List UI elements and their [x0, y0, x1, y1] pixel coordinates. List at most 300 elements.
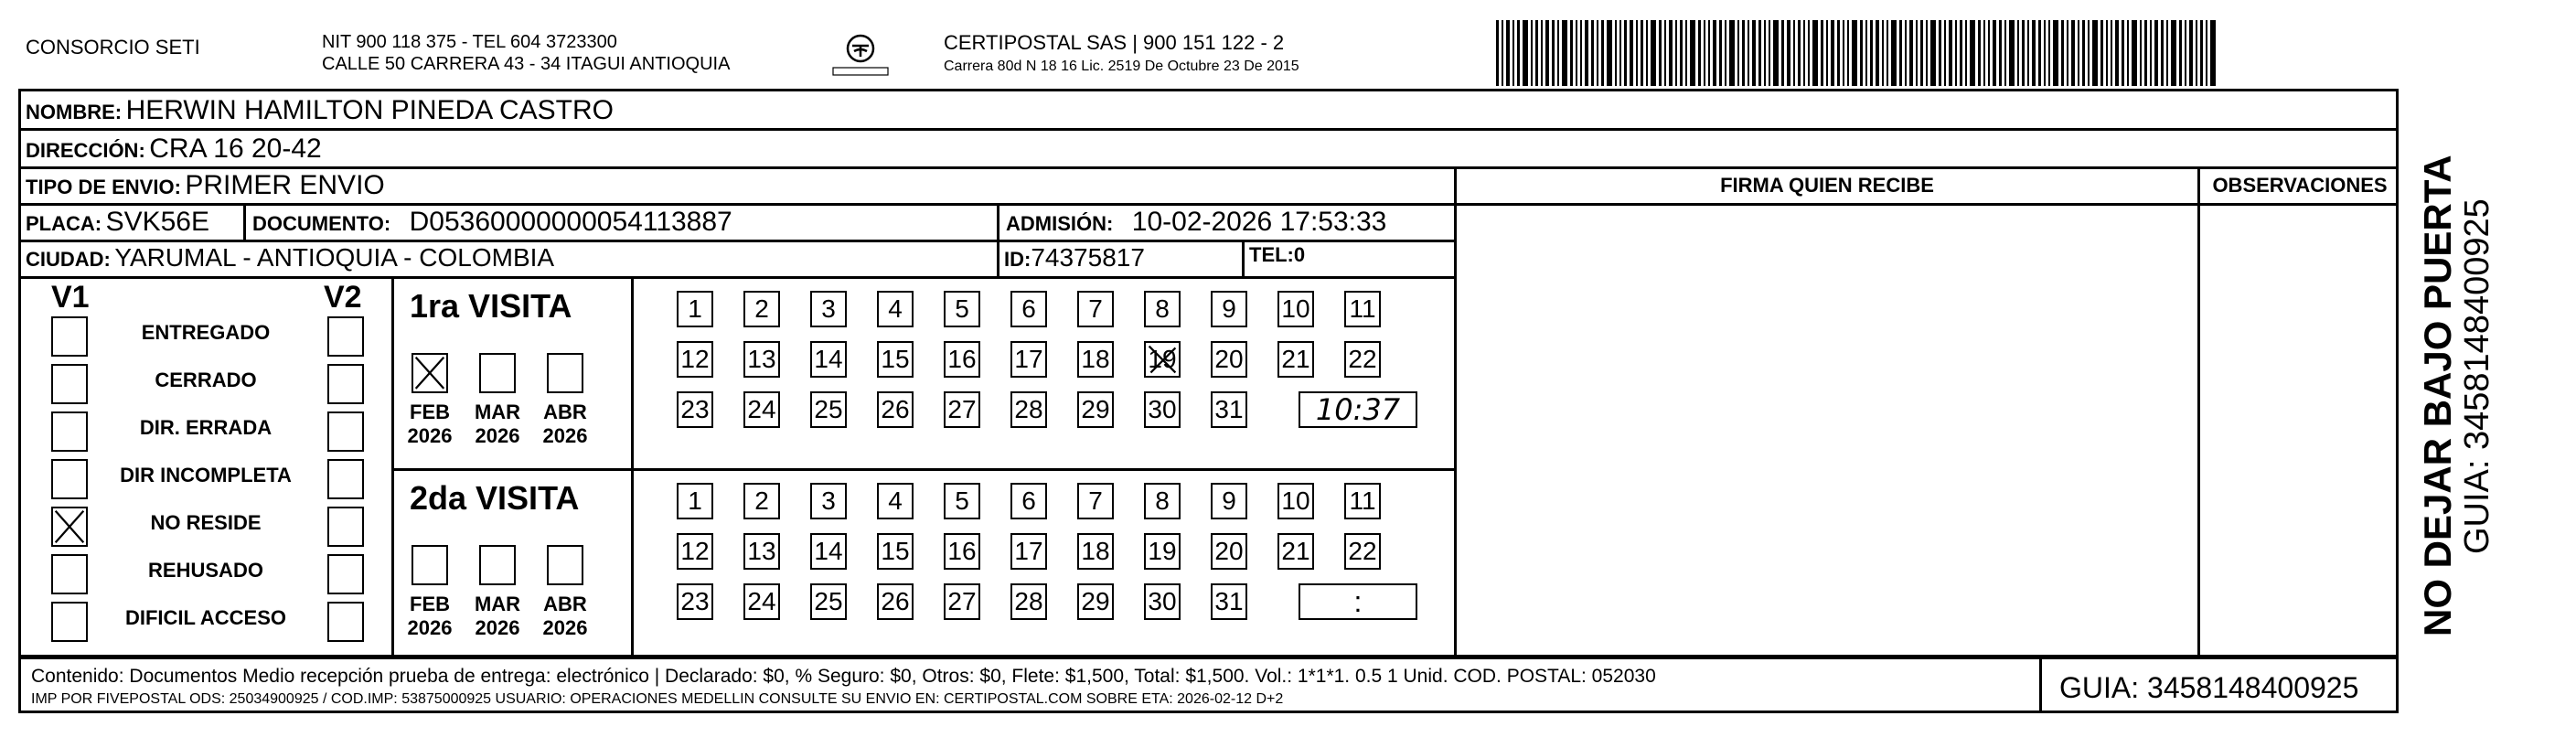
day-number: 25	[814, 587, 843, 615]
barcode-bar	[2100, 20, 2103, 86]
day-box[interactable]	[1077, 291, 1114, 327]
day-box[interactable]	[1211, 291, 1247, 327]
barcode-bar	[1646, 20, 1648, 86]
barcode-bar	[2078, 20, 2079, 86]
v2-label: V2	[324, 280, 362, 315]
day-number: 23	[680, 395, 710, 423]
barcode-bar	[1837, 20, 1840, 86]
nombre-row	[26, 95, 614, 126]
barcode-bar	[1988, 20, 1990, 86]
barcode-bar	[1905, 20, 1907, 86]
day-box[interactable]	[1010, 341, 1047, 378]
barcode-bar	[2022, 20, 2025, 86]
day-box[interactable]	[677, 583, 713, 620]
v2-checkbox[interactable]	[327, 364, 364, 404]
barcode-bar	[1870, 20, 1873, 86]
barcode-bar	[1748, 20, 1749, 86]
barcode-bar	[1852, 20, 1857, 86]
barcode-bar	[1725, 20, 1726, 86]
v1-checkbox[interactable]	[51, 554, 88, 594]
barcode-bar	[1557, 20, 1559, 86]
day-box[interactable]	[1077, 483, 1114, 519]
id-value: 74375817	[1031, 243, 1145, 272]
barcode-bar	[1960, 20, 1962, 86]
day-number: 9	[1222, 294, 1236, 323]
day-box[interactable]	[677, 291, 713, 327]
time-box[interactable]: :	[1299, 583, 1417, 620]
barcode-bar	[1597, 20, 1598, 86]
day-number: 29	[1081, 587, 1110, 615]
barcode-bar	[2140, 20, 2142, 86]
month-name: ABR	[543, 593, 587, 615]
barcode-bar	[1562, 20, 1567, 86]
barcode-bar	[1675, 20, 1677, 86]
status-label: DIR. ERRADA	[139, 416, 273, 439]
barcode-bar	[2027, 20, 2029, 86]
footer-imp: IMP POR FIVEPOSTAL ODS: 25034900925 / COD.IMP: 53875000925 USUARIO: OPERACIONES MEDELLIN CONSULTE SU ENVIO EN: CERTIPOSTAL.COM SOBRE ETA: 2026-02-12 D+2	[31, 691, 1284, 707]
barcode-bar	[1939, 20, 1941, 86]
day-box[interactable]	[743, 391, 780, 428]
day-number: 29	[1081, 395, 1110, 423]
day-box[interactable]	[877, 533, 914, 570]
day-box[interactable]	[810, 483, 847, 519]
day-number: 24	[747, 587, 776, 615]
direccion-value: CRA 16 20-42	[149, 134, 322, 164]
day-number: 12	[680, 345, 710, 373]
address-line: CALLE 50 CARRERA 43 - 34 ITAGUI ANTIOQUIA	[322, 54, 731, 74]
day-number: 10	[1281, 294, 1310, 323]
day-number: 17	[1014, 537, 1043, 565]
footer-contenido: Contenido: Documentos Medio recepción prueba de entrega: electrónico | Declarado: $0, % Seguro: $0, Otros: $0, Flete: $1,500, Total: $1,500. Vol.: 1*1*1. 0.5 1 Unid. COD. POSTAL: 052030	[31, 666, 1656, 687]
month-checkbox[interactable]	[412, 353, 448, 393]
month-checkbox[interactable]	[547, 353, 583, 393]
certipostal-line1: CERTIPOSTAL SAS | 900 151 122 - 2	[944, 31, 1285, 54]
barcode-bar	[1585, 20, 1588, 86]
barcode-bar	[1752, 20, 1756, 86]
direccion-row	[26, 134, 322, 165]
day-number: 22	[1348, 537, 1377, 565]
barcode-bar	[1965, 20, 1967, 86]
barcode-bar	[2144, 20, 2147, 86]
day-box[interactable]	[1211, 341, 1247, 378]
v2-checkbox[interactable]	[327, 459, 364, 499]
barcode-bar	[1496, 20, 1499, 86]
barcode-bar	[1680, 20, 1683, 86]
status-label: DIR INCOMPLETA	[120, 464, 292, 486]
day-box[interactable]	[1277, 533, 1314, 570]
barcode-bar	[2210, 20, 2216, 86]
documento-row	[252, 207, 732, 238]
barcode-bar	[1887, 20, 1888, 86]
day-box[interactable]	[1211, 583, 1247, 620]
day-number: 31	[1214, 587, 1244, 615]
day-box[interactable]	[1144, 391, 1181, 428]
day-box[interactable]	[1344, 533, 1381, 570]
day-box[interactable]	[810, 391, 847, 428]
barcode-bar	[2206, 20, 2207, 86]
barcode-bar	[1847, 20, 1849, 86]
barcode-bar	[1619, 20, 1621, 86]
side-no-dejar: NO DEJAR BAJO PUERTA	[2416, 155, 2459, 636]
day-box[interactable]	[1010, 291, 1047, 327]
admision-value: 10-02-2026 17:53:33	[1131, 207, 1387, 237]
month-year: 2026	[542, 616, 588, 639]
day-number: 22	[1348, 345, 1377, 373]
day-number: 3	[821, 294, 836, 323]
barcode-bar	[1737, 20, 1739, 86]
day-number: 30	[1148, 587, 1177, 615]
barcode-bar	[2053, 20, 2058, 86]
day-box[interactable]	[1277, 341, 1314, 378]
barcode-bar	[1955, 20, 1957, 86]
month-year: 2026	[475, 424, 520, 447]
barcode-bar	[1506, 20, 1510, 86]
barcode-bar	[1891, 20, 1897, 86]
day-number: 2	[754, 294, 769, 323]
barcode-bar	[2032, 20, 2036, 86]
day-number: 11	[1349, 294, 1376, 323]
barcode-bar	[1798, 20, 1801, 86]
day-box[interactable]	[743, 341, 780, 378]
day-box[interactable]	[944, 291, 980, 327]
day-box[interactable]	[1344, 341, 1381, 378]
month-checkbox[interactable]	[547, 545, 583, 585]
day-box[interactable]	[1144, 483, 1181, 519]
barcode-bar	[1843, 20, 1844, 86]
barcode-bar	[1793, 20, 1795, 86]
barcode-bar	[2009, 20, 2015, 86]
barcode-bar	[2092, 20, 2098, 86]
barcode-bar	[1502, 20, 1503, 86]
day-number: 6	[1021, 486, 1036, 515]
barcode-bar	[2196, 20, 2197, 86]
day-number: 17	[1014, 345, 1043, 373]
day-box[interactable]	[1010, 533, 1047, 570]
day-box[interactable]	[1211, 391, 1247, 428]
day-box[interactable]	[1144, 533, 1181, 570]
barcode-bar	[1860, 20, 1863, 86]
barcode-bar	[1993, 20, 1996, 86]
day-box[interactable]	[743, 583, 780, 620]
day-number: 19	[1148, 537, 1177, 565]
barcode-bar	[1821, 20, 1823, 86]
barcode-bar	[1512, 20, 1514, 86]
day-box[interactable]	[1077, 391, 1114, 428]
status-label: CERRADO	[155, 369, 257, 391]
barcode-bar	[1664, 20, 1666, 86]
barcode-bar	[2061, 20, 2064, 86]
day-box[interactable]	[1010, 583, 1047, 620]
barcode-bar	[2017, 20, 2019, 86]
month-checkbox[interactable]	[479, 353, 516, 393]
day-box[interactable]	[1010, 483, 1047, 519]
day-box[interactable]	[1277, 483, 1314, 519]
certipostal-line2: Carrera 80d N 18 16 Lic. 2519 De Octubre 23 De 2015	[944, 59, 1299, 74]
day-number: 7	[1088, 294, 1103, 323]
day-number: 27	[947, 587, 977, 615]
day-box[interactable]	[944, 533, 980, 570]
barcode-bar	[1758, 20, 1761, 86]
barcode-bar	[2200, 20, 2203, 86]
status-label: DIFICIL ACCESO	[124, 606, 286, 629]
day-number: 30	[1148, 395, 1177, 423]
visit-title: 1ra VISITA	[410, 287, 572, 325]
day-box[interactable]	[944, 483, 980, 519]
barcode-bar	[1545, 20, 1549, 86]
day-box[interactable]	[1344, 291, 1381, 327]
barcode-bar	[1742, 20, 1745, 86]
day-box[interactable]	[1144, 291, 1181, 327]
side-guia: GUIA: 3458148400925	[2458, 198, 2496, 554]
barcode-bar	[2166, 20, 2168, 86]
placa-label: PLACA:	[26, 212, 102, 235]
day-number: 13	[747, 345, 776, 373]
day-number: 7	[1088, 486, 1103, 515]
barcode-bar	[2154, 20, 2158, 86]
day-box[interactable]	[1077, 533, 1114, 570]
day-number: 28	[1014, 395, 1043, 423]
day-number: 21	[1281, 345, 1310, 373]
barcode-bar	[2004, 20, 2006, 86]
barcode-bar	[2171, 20, 2176, 86]
v1-checkbox[interactable]	[51, 364, 88, 404]
day-box[interactable]	[944, 583, 980, 620]
barcode-bar	[1685, 20, 1687, 86]
barcode-bar	[1591, 20, 1594, 86]
day-box[interactable]	[877, 583, 914, 620]
barcode-bar	[1978, 20, 1981, 86]
documento-label: DOCUMENTO:	[252, 212, 391, 235]
day-box[interactable]	[877, 391, 914, 428]
id-row	[1004, 243, 1145, 272]
day-number: 4	[888, 486, 903, 515]
day-box[interactable]	[1144, 583, 1181, 620]
barcode-bar	[1808, 20, 1810, 86]
day-number: 14	[814, 345, 843, 373]
day-number: 8	[1155, 294, 1170, 323]
visit-title: 2da VISITA	[410, 479, 580, 517]
barcode-bar	[1899, 20, 1902, 86]
barcode-bar	[1624, 20, 1627, 86]
barcode-bar	[1690, 20, 1695, 86]
day-number: 16	[947, 345, 977, 373]
barcode-bar	[1876, 20, 1879, 86]
barcode-bar	[1949, 20, 1952, 86]
day-number: 3	[821, 486, 836, 515]
day-number: 18	[1081, 345, 1110, 373]
month-year: 2026	[407, 424, 453, 447]
barcode-bar	[1764, 20, 1766, 86]
month-checkbox[interactable]	[412, 545, 448, 585]
v2-checkbox[interactable]	[327, 554, 364, 594]
month-name: MAR	[474, 401, 521, 423]
day-box[interactable]	[743, 483, 780, 519]
barcode-bar	[1713, 20, 1716, 86]
barcode-bar	[1787, 20, 1790, 86]
day-box[interactable]	[944, 391, 980, 428]
observaciones-header: OBSERVACIONES	[2212, 174, 2388, 197]
day-number: 12	[680, 537, 710, 565]
day-box[interactable]	[1010, 391, 1047, 428]
admision-row	[1006, 207, 1386, 238]
v1-checkbox[interactable]	[51, 411, 88, 452]
barcode-bar	[1607, 20, 1612, 86]
month-name: ABR	[543, 401, 587, 423]
tipo-envio-value: PRIMER ENVIO	[185, 170, 385, 200]
firma-header: FIRMA QUIEN RECIBE	[1720, 174, 1934, 197]
day-number: 8	[1155, 486, 1170, 515]
barcode-bar	[1541, 20, 1543, 86]
barcode-bar	[1999, 20, 2002, 86]
barcode-bar	[1659, 20, 1662, 86]
day-box[interactable]	[810, 341, 847, 378]
direccion-label: DIRECCIÓN:	[26, 139, 145, 162]
nit-line: NIT 900 118 375 - TEL 604 3723300	[322, 32, 617, 52]
day-box[interactable]	[810, 291, 847, 327]
barcode-bar	[1552, 20, 1555, 86]
placa-row	[26, 207, 209, 238]
certipostal-logo-icon	[828, 31, 893, 79]
tipo-envio-row	[26, 170, 385, 201]
footer-guia: GUIA: 3458148400925	[2059, 671, 2359, 704]
barcode-bar	[1517, 20, 1520, 86]
v1-checkbox[interactable]	[51, 602, 88, 642]
barcode-bar	[1916, 20, 1918, 86]
day-box[interactable]	[677, 533, 713, 570]
day-box[interactable]	[810, 533, 847, 570]
id-label: ID:	[1004, 248, 1031, 271]
v2-checkbox[interactable]	[327, 507, 364, 547]
barcode-bar	[1698, 20, 1701, 86]
time-box[interactable]: 10:37	[1299, 391, 1417, 428]
barcode-bar	[1781, 20, 1784, 86]
day-box[interactable]	[810, 583, 847, 620]
month-name: FEB	[410, 401, 450, 423]
day-box[interactable]	[743, 533, 780, 570]
day-number: 20	[1214, 345, 1244, 373]
v1-label: V1	[51, 280, 90, 315]
day-box[interactable]	[1077, 583, 1114, 620]
barcode-bar	[1826, 20, 1828, 86]
month-name: FEB	[410, 593, 450, 615]
barcode-bar	[2161, 20, 2164, 86]
barcode-bar	[1669, 20, 1673, 86]
day-number: 26	[881, 587, 910, 615]
day-number: 31	[1214, 395, 1244, 423]
barcode-bar	[1882, 20, 1884, 86]
day-box[interactable]	[877, 483, 914, 519]
barcode-bar	[1535, 20, 1538, 86]
v2-checkbox[interactable]	[327, 316, 364, 357]
day-number: 11	[1349, 486, 1376, 515]
barcode-bar	[1812, 20, 1818, 86]
barcode-bar	[2048, 20, 2050, 86]
day-number: 15	[881, 345, 910, 373]
barcode-bar	[2044, 20, 2046, 86]
barcode-bar	[1719, 20, 1722, 86]
day-number: 21	[1281, 537, 1310, 565]
day-number: 28	[1014, 587, 1043, 615]
barcode-bar	[1944, 20, 1946, 86]
barcode-bar	[1523, 20, 1528, 86]
day-box[interactable]	[1144, 341, 1181, 378]
barcode-bar	[1930, 20, 1936, 86]
barcode-bar	[1773, 20, 1779, 86]
barcode-bar	[2122, 20, 2124, 86]
barcode-bar	[1570, 20, 1573, 86]
month-year: 2026	[475, 616, 520, 639]
barcode-bar	[1729, 20, 1735, 86]
ciudad-label: CIUDAD:	[26, 248, 111, 271]
v2-checkbox[interactable]	[327, 602, 364, 642]
day-number: 5	[955, 486, 969, 515]
month-year: 2026	[542, 424, 588, 447]
v1-checkbox[interactable]	[51, 316, 88, 357]
v2-checkbox[interactable]	[327, 411, 364, 452]
day-box[interactable]	[1277, 291, 1314, 327]
day-box[interactable]	[944, 341, 980, 378]
barcode-bar	[1704, 20, 1705, 86]
day-number: 26	[881, 395, 910, 423]
barcode-bar	[2088, 20, 2090, 86]
nombre-label: NOMBRE:	[26, 101, 123, 123]
day-number: 15	[881, 537, 910, 565]
month-year: 2026	[407, 616, 453, 639]
placa-value: SVK56E	[105, 207, 209, 237]
barcode-bar	[1831, 20, 1834, 86]
day-number: 23	[680, 587, 710, 615]
barcode-bar	[1641, 20, 1643, 86]
barcode-bar	[1983, 20, 1985, 86]
month-name: MAR	[474, 593, 521, 615]
documento-value: D05360000000054113887	[409, 207, 732, 237]
v1-checkbox[interactable]	[51, 507, 88, 547]
day-number: 18	[1081, 537, 1110, 565]
day-box[interactable]	[877, 291, 914, 327]
day-box[interactable]	[677, 483, 713, 519]
day-box[interactable]	[743, 291, 780, 327]
day-box[interactable]	[1077, 341, 1114, 378]
day-number: 13	[747, 537, 776, 565]
day-number: 24	[747, 395, 776, 423]
status-label: REHUSADO	[148, 559, 263, 582]
barcode-bar	[1615, 20, 1617, 86]
day-box[interactable]	[677, 391, 713, 428]
barcode-bar	[2189, 20, 2193, 86]
day-number: 19	[1148, 345, 1177, 373]
day-box[interactable]	[1344, 483, 1381, 519]
v1-checkbox[interactable]	[51, 459, 88, 499]
day-number: 2	[754, 486, 769, 515]
ciudad-value: YARUMAL - ANTIOQUIA - COLOMBIA	[114, 243, 555, 272]
day-box[interactable]	[1211, 533, 1247, 570]
day-number: 1	[688, 294, 702, 323]
day-number: 5	[955, 294, 969, 323]
day-box[interactable]	[677, 341, 713, 378]
admision-label: ADMISIÓN:	[1006, 212, 1114, 235]
barcode-bar	[1651, 20, 1656, 86]
day-number: 10	[1281, 486, 1310, 515]
day-number: 6	[1021, 294, 1036, 323]
day-box[interactable]	[1211, 483, 1247, 519]
barcode-bar	[1803, 20, 1805, 86]
tel-label: TEL:	[1249, 243, 1294, 266]
barcode-bar	[1636, 20, 1638, 86]
certipostal-logo	[828, 31, 893, 79]
day-box[interactable]	[877, 341, 914, 378]
month-checkbox[interactable]	[479, 545, 516, 585]
day-number: 27	[947, 395, 977, 423]
